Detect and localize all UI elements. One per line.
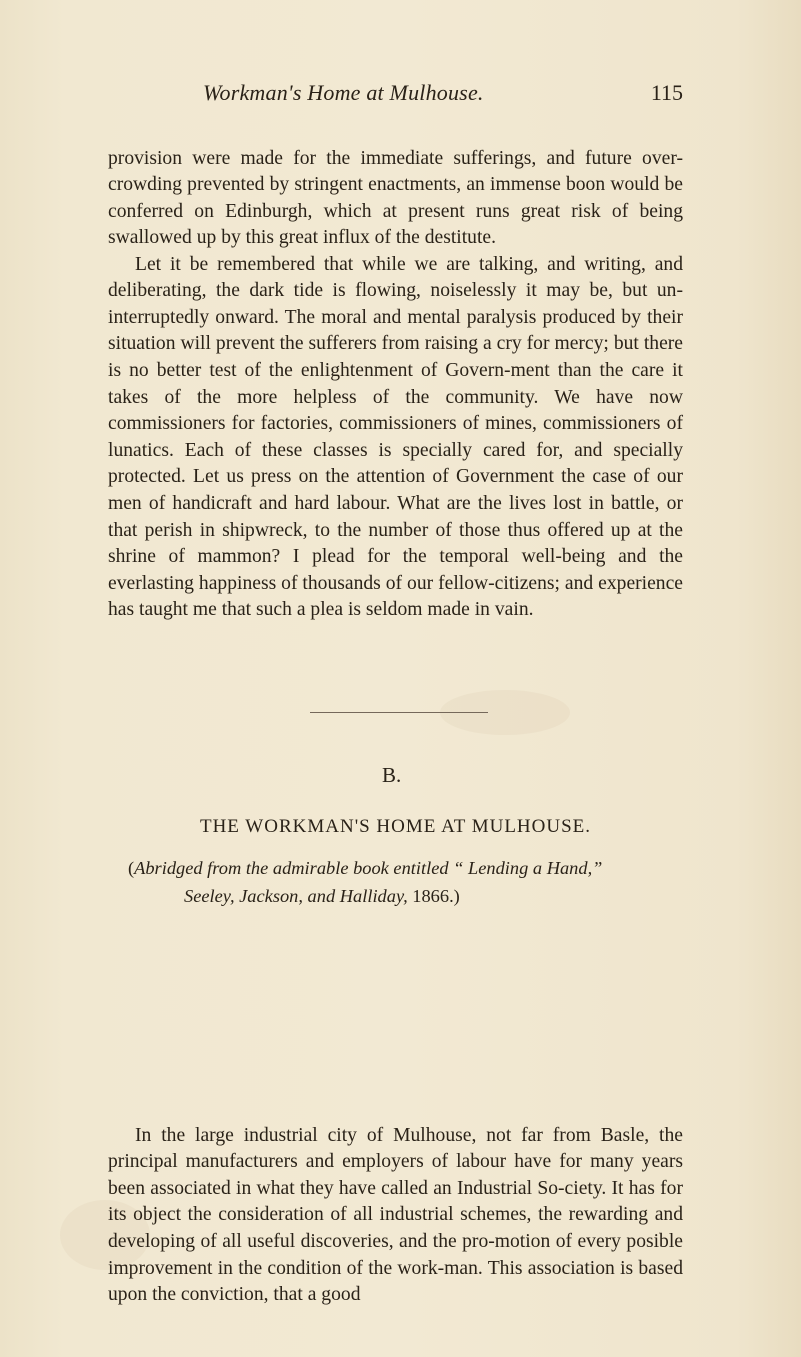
source-note bbox=[128, 855, 683, 910]
note-publisher: Seeley, Jackson, and Halliday, bbox=[184, 885, 408, 906]
section-heading: THE WORKMAN'S HOME AT MULHOUSE. bbox=[199, 816, 592, 837]
note-book-title: “ Lending a Hand,” bbox=[453, 858, 603, 878]
running-head bbox=[108, 80, 683, 112]
appendix-letter: B. bbox=[382, 763, 402, 787]
paragraph-remember: Let it be remembered that while we are talking, and writing, and deliberating, the dark tide is flowing, noiselessly it may be, but un-interruptedly onward. The moral and mental paralysis produced by their situation will prevent the sufferers from raising a cry for mercy; but there is no better test of the enlightenment of Govern-ment than the care it takes of the more helpless of the community. We have now commissioners for factories, commissioners of mines, commissioners of lunatics. Each of these classes is specially cared for, and specially protected. Let us press on the attention of Government the case of our men of handicraft and hard labour. What are the lives lost in battle, or that perish in shipwreck, to the number of those thus offered up at the shrine of mammon? I plead for the temporal well-being and the everlasting happiness of thousands of our fellow-citizens; and experience has taught me that such a plea is seldom made in vain. bbox=[108, 253, 683, 621]
source-note-line-1 bbox=[128, 855, 683, 883]
paragraph-mulhouse: In the large industrial city of Mulhouse, not far from Basle, the principal manufacturers and employers of labour have for many years been associated in what they have called an Industrial So-ciety. It has for its object the consideration of all industrial schemes, the rewarding and developing of all useful discoveries, and the pro-motion of every posible improvement in the condition of the work-man. This association is based upon the conviction, that a good bbox=[108, 1124, 683, 1306]
note-year: 1866.) bbox=[407, 885, 460, 906]
page-number: 115 bbox=[650, 80, 683, 105]
note-open-paren: ( bbox=[128, 858, 135, 878]
running-title: Workman's Home at Mulhouse. bbox=[203, 80, 484, 105]
section-divider bbox=[310, 712, 488, 713]
note-abridged-text: Abridged from the admirable book entitled bbox=[134, 858, 449, 878]
source-note-line-2 bbox=[128, 883, 683, 911]
paragraph-continuation: provision were made for the immediate sufferings, and future over-crowding prevented by stringent enactments, an immense boon would be conferred on Edinburgh, which at present runs great risk of being swallowed up by this great influx of the destitute. bbox=[108, 147, 683, 249]
